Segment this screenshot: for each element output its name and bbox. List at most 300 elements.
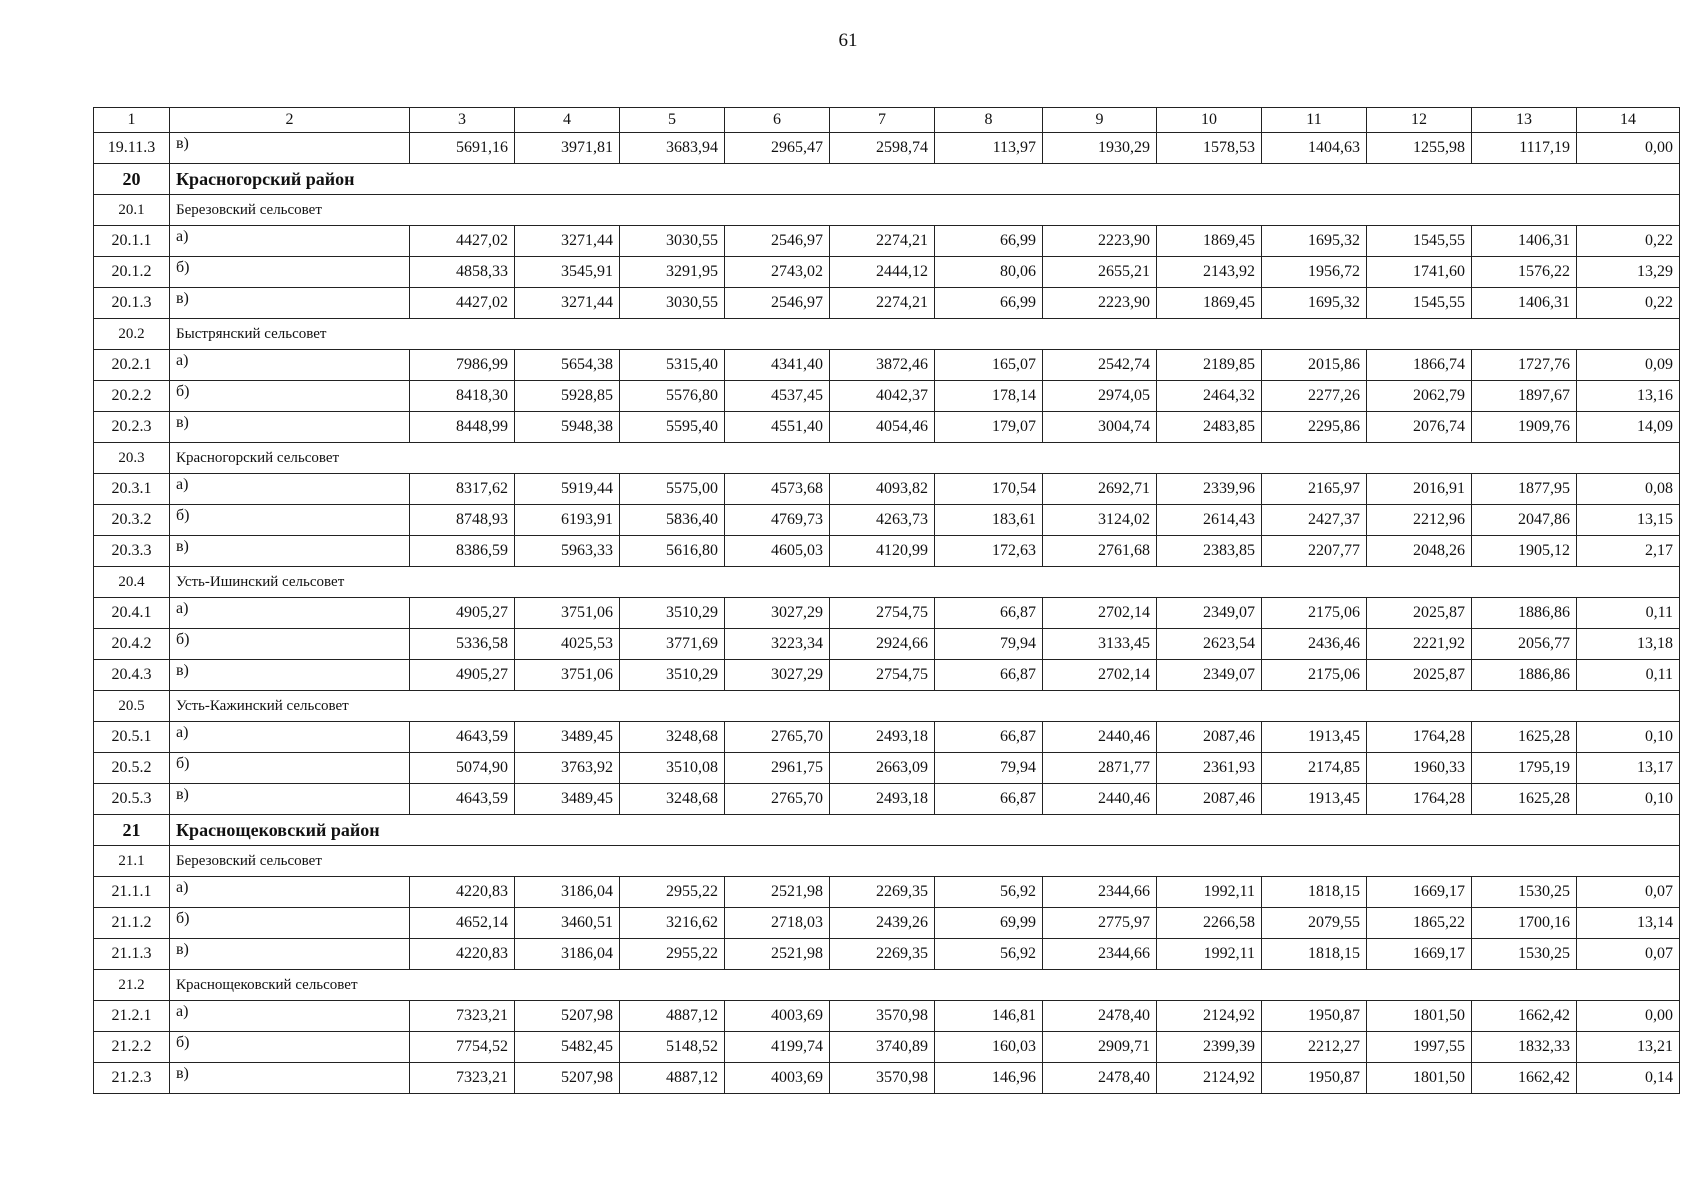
value-cell: 4605,03 (725, 536, 830, 567)
value-cell: 1530,25 (1472, 877, 1577, 908)
value-cell: 1956,72 (1262, 257, 1367, 288)
value-cell: 2189,85 (1157, 350, 1262, 381)
value-cell: 3027,29 (725, 660, 830, 691)
value-cell: 5836,40 (620, 505, 725, 536)
value-cell: 2702,14 (1043, 660, 1157, 691)
council-row (94, 691, 1680, 722)
value-cell: 2924,66 (830, 629, 935, 660)
value-cell: 3248,68 (620, 784, 725, 815)
value-cell: 1913,45 (1262, 722, 1367, 753)
row-code: 21.1.2 (94, 908, 170, 939)
value-cell: 4652,14 (410, 908, 515, 939)
value-cell: 1897,67 (1472, 381, 1577, 412)
row-code: 21.2.3 (94, 1063, 170, 1094)
value-cell: 1866,74 (1367, 350, 1472, 381)
value-cell: 1625,28 (1472, 722, 1577, 753)
row-code: 21.1.1 (94, 877, 170, 908)
table-row (94, 1063, 1680, 1094)
table-row (94, 257, 1680, 288)
value-cell: 3510,29 (620, 660, 725, 691)
value-cell: 5616,80 (620, 536, 725, 567)
value-cell: 1669,17 (1367, 939, 1472, 970)
row-code: 21.1 (94, 846, 170, 877)
row-code: 20.4.1 (94, 598, 170, 629)
value-cell: 7754,52 (410, 1032, 515, 1063)
value-cell: 3291,95 (620, 257, 725, 288)
value-cell: 2444,12 (830, 257, 935, 288)
table-row (94, 598, 1680, 629)
row-code: 20.3 (94, 443, 170, 474)
district-row (94, 815, 1680, 846)
value-cell: 5928,85 (515, 381, 620, 412)
value-cell: 13,29 (1577, 257, 1680, 288)
value-cell: 3570,98 (830, 1063, 935, 1094)
table-row (94, 133, 1680, 164)
row-variant: а) (170, 226, 410, 257)
value-cell: 2361,93 (1157, 753, 1262, 784)
value-cell: 1117,19 (1472, 133, 1577, 164)
column-number-row (94, 108, 1680, 133)
value-cell: 3271,44 (515, 288, 620, 319)
value-cell: 1865,22 (1367, 908, 1472, 939)
column-number: 2 (170, 108, 410, 133)
value-cell: 1406,31 (1472, 288, 1577, 319)
value-cell: 7323,21 (410, 1001, 515, 1032)
value-cell: 0,11 (1577, 660, 1680, 691)
value-cell: 1662,42 (1472, 1063, 1577, 1094)
value-cell: 2598,74 (830, 133, 935, 164)
value-cell: 5336,58 (410, 629, 515, 660)
council-row (94, 567, 1680, 598)
row-variant: б) (170, 629, 410, 660)
value-cell: 2339,96 (1157, 474, 1262, 505)
value-cell: 3186,04 (515, 939, 620, 970)
value-cell: 56,92 (935, 939, 1043, 970)
table-row (94, 660, 1680, 691)
value-cell: 2048,26 (1367, 536, 1472, 567)
column-number: 12 (1367, 108, 1472, 133)
row-code: 20.2.1 (94, 350, 170, 381)
value-cell: 170,54 (935, 474, 1043, 505)
value-cell: 8317,62 (410, 474, 515, 505)
row-code: 21.2.1 (94, 1001, 170, 1032)
value-cell: 2974,05 (1043, 381, 1157, 412)
value-cell: 2440,46 (1043, 722, 1157, 753)
value-cell: 1764,28 (1367, 722, 1472, 753)
value-cell: 1886,86 (1472, 660, 1577, 691)
council-name: Быстрянский сельсовет (170, 319, 1680, 350)
row-code: 20.5 (94, 691, 170, 722)
value-cell: 1578,53 (1157, 133, 1262, 164)
value-cell: 4858,33 (410, 257, 515, 288)
value-cell: 1913,45 (1262, 784, 1367, 815)
value-cell: 0,08 (1577, 474, 1680, 505)
value-cell: 56,92 (935, 877, 1043, 908)
district-row (94, 164, 1680, 195)
row-variant: а) (170, 350, 410, 381)
value-cell: 2175,06 (1262, 598, 1367, 629)
table-row (94, 505, 1680, 536)
value-cell: 2076,74 (1367, 412, 1472, 443)
row-variant: б) (170, 381, 410, 412)
value-cell: 5595,40 (620, 412, 725, 443)
value-cell: 2266,58 (1157, 908, 1262, 939)
value-cell: 1404,63 (1262, 133, 1367, 164)
value-cell: 2349,07 (1157, 598, 1262, 629)
value-cell: 2207,77 (1262, 536, 1367, 567)
value-cell: 2124,92 (1157, 1001, 1262, 1032)
value-cell: 4042,37 (830, 381, 935, 412)
value-cell: 13,17 (1577, 753, 1680, 784)
value-cell: 2025,87 (1367, 598, 1472, 629)
value-cell: 1992,11 (1157, 877, 1262, 908)
page-number: 61 (838, 30, 858, 51)
row-code: 20.4 (94, 567, 170, 598)
value-cell: 2493,18 (830, 722, 935, 753)
value-cell: 4573,68 (725, 474, 830, 505)
value-cell: 5948,38 (515, 412, 620, 443)
value-cell: 4905,27 (410, 660, 515, 691)
value-cell: 3460,51 (515, 908, 620, 939)
value-cell: 2965,47 (725, 133, 830, 164)
row-code: 20.2.2 (94, 381, 170, 412)
value-cell: 3223,34 (725, 629, 830, 660)
value-cell: 4905,27 (410, 598, 515, 629)
row-code: 20.3.2 (94, 505, 170, 536)
value-cell: 3683,94 (620, 133, 725, 164)
council-row (94, 319, 1680, 350)
value-cell: 2955,22 (620, 877, 725, 908)
value-cell: 5919,44 (515, 474, 620, 505)
column-number: 9 (1043, 108, 1157, 133)
value-cell: 3133,45 (1043, 629, 1157, 660)
value-cell: 13,16 (1577, 381, 1680, 412)
row-code: 20.4.2 (94, 629, 170, 660)
value-cell: 2047,86 (1472, 505, 1577, 536)
value-cell: 1950,87 (1262, 1063, 1367, 1094)
value-cell: 5207,98 (515, 1001, 620, 1032)
value-cell: 2546,97 (725, 288, 830, 319)
column-number: 4 (515, 108, 620, 133)
value-cell: 13,14 (1577, 908, 1680, 939)
value-cell: 3030,55 (620, 288, 725, 319)
value-cell: 5575,00 (620, 474, 725, 505)
council-name: Красногорский сельсовет (170, 443, 1680, 474)
value-cell: 2955,22 (620, 939, 725, 970)
table-row (94, 288, 1680, 319)
value-cell: 13,21 (1577, 1032, 1680, 1063)
council-row (94, 846, 1680, 877)
value-cell: 4427,02 (410, 226, 515, 257)
value-cell: 8448,99 (410, 412, 515, 443)
value-cell: 2087,46 (1157, 722, 1262, 753)
value-cell: 2124,92 (1157, 1063, 1262, 1094)
value-cell: 2269,35 (830, 939, 935, 970)
value-cell: 1886,86 (1472, 598, 1577, 629)
value-cell: 178,14 (935, 381, 1043, 412)
value-cell: 2743,02 (725, 257, 830, 288)
row-variant: а) (170, 598, 410, 629)
value-cell: 3489,45 (515, 722, 620, 753)
value-cell: 5074,90 (410, 753, 515, 784)
value-cell: 0,11 (1577, 598, 1680, 629)
column-number: 8 (935, 108, 1043, 133)
value-cell: 69,99 (935, 908, 1043, 939)
value-cell: 5315,40 (620, 350, 725, 381)
value-cell: 2087,46 (1157, 784, 1262, 815)
value-cell: 2165,97 (1262, 474, 1367, 505)
value-cell: 0,10 (1577, 722, 1680, 753)
table-row (94, 226, 1680, 257)
value-cell: 3751,06 (515, 660, 620, 691)
value-cell: 1905,12 (1472, 536, 1577, 567)
row-variant: в) (170, 288, 410, 319)
row-variant: б) (170, 908, 410, 939)
table-row (94, 722, 1680, 753)
row-variant: в) (170, 660, 410, 691)
row-code: 21 (94, 815, 170, 846)
row-code: 20.4.3 (94, 660, 170, 691)
value-cell: 79,94 (935, 629, 1043, 660)
value-cell: 1545,55 (1367, 226, 1472, 257)
value-cell: 2702,14 (1043, 598, 1157, 629)
tariff-table (93, 107, 1680, 1094)
value-cell: 5963,33 (515, 536, 620, 567)
row-code: 20.5.3 (94, 784, 170, 815)
value-cell: 2521,98 (725, 877, 830, 908)
value-cell: 1545,55 (1367, 288, 1472, 319)
value-cell: 1909,76 (1472, 412, 1577, 443)
value-cell: 2174,85 (1262, 753, 1367, 784)
value-cell: 183,61 (935, 505, 1043, 536)
column-number: 10 (1157, 108, 1262, 133)
value-cell: 3510,08 (620, 753, 725, 784)
row-code: 21.2 (94, 970, 170, 1001)
value-cell: 4537,45 (725, 381, 830, 412)
value-cell: 4120,99 (830, 536, 935, 567)
value-cell: 80,06 (935, 257, 1043, 288)
value-cell: 2399,39 (1157, 1032, 1262, 1063)
value-cell: 4643,59 (410, 722, 515, 753)
table-row (94, 784, 1680, 815)
table-row (94, 753, 1680, 784)
value-cell: 1255,98 (1367, 133, 1472, 164)
value-cell: 13,18 (1577, 629, 1680, 660)
value-cell: 2349,07 (1157, 660, 1262, 691)
value-cell: 2212,27 (1262, 1032, 1367, 1063)
value-cell: 2493,18 (830, 784, 935, 815)
value-cell: 172,63 (935, 536, 1043, 567)
value-cell: 2344,66 (1043, 877, 1157, 908)
value-cell: 3124,02 (1043, 505, 1157, 536)
value-cell: 3771,69 (620, 629, 725, 660)
column-number: 13 (1472, 108, 1577, 133)
value-cell: 2692,71 (1043, 474, 1157, 505)
value-cell: 3027,29 (725, 598, 830, 629)
value-cell: 2383,85 (1157, 536, 1262, 567)
value-cell: 1960,33 (1367, 753, 1472, 784)
value-cell: 2223,90 (1043, 226, 1157, 257)
value-cell: 66,87 (935, 784, 1043, 815)
value-cell: 179,07 (935, 412, 1043, 443)
value-cell: 2212,96 (1367, 505, 1472, 536)
value-cell: 2754,75 (830, 598, 935, 629)
council-name: Усть-Кажинский сельсовет (170, 691, 1680, 722)
column-number: 5 (620, 108, 725, 133)
value-cell: 1530,25 (1472, 939, 1577, 970)
row-code: 20.3.1 (94, 474, 170, 505)
value-cell: 2754,75 (830, 660, 935, 691)
value-cell: 4551,40 (725, 412, 830, 443)
value-cell: 7986,99 (410, 350, 515, 381)
row-code: 21.2.2 (94, 1032, 170, 1063)
row-code: 20.3.3 (94, 536, 170, 567)
row-code: 20.5.2 (94, 753, 170, 784)
value-cell: 2223,90 (1043, 288, 1157, 319)
table-row (94, 474, 1680, 505)
value-cell: 2025,87 (1367, 660, 1472, 691)
value-cell: 1764,28 (1367, 784, 1472, 815)
value-cell: 3570,98 (830, 1001, 935, 1032)
value-cell: 79,94 (935, 753, 1043, 784)
value-cell: 5207,98 (515, 1063, 620, 1094)
value-cell: 4025,53 (515, 629, 620, 660)
value-cell: 4003,69 (725, 1063, 830, 1094)
row-variant: а) (170, 1001, 410, 1032)
value-cell: 66,87 (935, 660, 1043, 691)
value-cell: 4643,59 (410, 784, 515, 815)
column-number: 6 (725, 108, 830, 133)
value-cell: 1950,87 (1262, 1001, 1367, 1032)
value-cell: 0,10 (1577, 784, 1680, 815)
council-name: Краснощековский сельсовет (170, 970, 1680, 1001)
district-name: Краснощековский район (170, 815, 1680, 846)
value-cell: 2663,09 (830, 753, 935, 784)
value-cell: 8386,59 (410, 536, 515, 567)
table-row (94, 877, 1680, 908)
value-cell: 3004,74 (1043, 412, 1157, 443)
value-cell: 6193,91 (515, 505, 620, 536)
table-row (94, 1001, 1680, 1032)
value-cell: 1727,76 (1472, 350, 1577, 381)
column-number: 7 (830, 108, 935, 133)
value-cell: 1406,31 (1472, 226, 1577, 257)
value-cell: 3971,81 (515, 133, 620, 164)
value-cell: 3216,62 (620, 908, 725, 939)
value-cell: 2483,85 (1157, 412, 1262, 443)
value-cell: 0,07 (1577, 877, 1680, 908)
value-cell: 2344,66 (1043, 939, 1157, 970)
value-cell: 1695,32 (1262, 226, 1367, 257)
value-cell: 0,14 (1577, 1063, 1680, 1094)
row-variant: б) (170, 257, 410, 288)
value-cell: 66,99 (935, 288, 1043, 319)
council-name: Березовский сельсовет (170, 846, 1680, 877)
value-cell: 2718,03 (725, 908, 830, 939)
value-cell: 1700,16 (1472, 908, 1577, 939)
value-cell: 8418,30 (410, 381, 515, 412)
value-cell: 1795,19 (1472, 753, 1577, 784)
value-cell: 2,17 (1577, 536, 1680, 567)
row-code: 20.5.1 (94, 722, 170, 753)
row-variant: а) (170, 722, 410, 753)
row-variant: б) (170, 505, 410, 536)
value-cell: 66,87 (935, 598, 1043, 629)
value-cell: 1576,22 (1472, 257, 1577, 288)
table-row (94, 536, 1680, 567)
table-row (94, 939, 1680, 970)
value-cell: 2062,79 (1367, 381, 1472, 412)
value-cell: 1818,15 (1262, 939, 1367, 970)
value-cell: 2765,70 (725, 784, 830, 815)
table-row (94, 1032, 1680, 1063)
table-row (94, 350, 1680, 381)
row-variant: а) (170, 877, 410, 908)
value-cell: 2542,74 (1043, 350, 1157, 381)
council-row (94, 443, 1680, 474)
row-code: 20.1.3 (94, 288, 170, 319)
value-cell: 3763,92 (515, 753, 620, 784)
value-cell: 3740,89 (830, 1032, 935, 1063)
value-cell: 4220,83 (410, 939, 515, 970)
row-code: 20.2 (94, 319, 170, 350)
row-code: 20.1.1 (94, 226, 170, 257)
value-cell: 2961,75 (725, 753, 830, 784)
district-name: Красногорский район (170, 164, 1680, 195)
value-cell: 2274,21 (830, 226, 935, 257)
value-cell: 1662,42 (1472, 1001, 1577, 1032)
value-cell: 1741,60 (1367, 257, 1472, 288)
value-cell: 4341,40 (725, 350, 830, 381)
value-cell: 0,07 (1577, 939, 1680, 970)
value-cell: 1801,50 (1367, 1063, 1472, 1094)
row-variant: в) (170, 133, 410, 164)
row-variant: в) (170, 1063, 410, 1094)
table-row (94, 412, 1680, 443)
value-cell: 3545,91 (515, 257, 620, 288)
value-cell: 2765,70 (725, 722, 830, 753)
value-cell: 0,09 (1577, 350, 1680, 381)
value-cell: 1997,55 (1367, 1032, 1472, 1063)
value-cell: 4054,46 (830, 412, 935, 443)
value-cell: 5654,38 (515, 350, 620, 381)
council-row (94, 970, 1680, 1001)
value-cell: 4199,74 (725, 1032, 830, 1063)
value-cell: 14,09 (1577, 412, 1680, 443)
value-cell: 146,81 (935, 1001, 1043, 1032)
row-code: 20.2.3 (94, 412, 170, 443)
value-cell: 2546,97 (725, 226, 830, 257)
value-cell: 3489,45 (515, 784, 620, 815)
table-row (94, 381, 1680, 412)
value-cell: 2079,55 (1262, 908, 1367, 939)
value-cell: 1625,28 (1472, 784, 1577, 815)
value-cell: 1832,33 (1472, 1032, 1577, 1063)
value-cell: 13,15 (1577, 505, 1680, 536)
value-cell: 8748,93 (410, 505, 515, 536)
value-cell: 2439,26 (830, 908, 935, 939)
value-cell: 2614,43 (1157, 505, 1262, 536)
value-cell: 4003,69 (725, 1001, 830, 1032)
value-cell: 2478,40 (1043, 1001, 1157, 1032)
column-number: 1 (94, 108, 170, 133)
value-cell: 1818,15 (1262, 877, 1367, 908)
value-cell: 7323,21 (410, 1063, 515, 1094)
value-cell: 1930,29 (1043, 133, 1157, 164)
row-variant: б) (170, 753, 410, 784)
row-variant: а) (170, 474, 410, 505)
value-cell: 2221,92 (1367, 629, 1472, 660)
